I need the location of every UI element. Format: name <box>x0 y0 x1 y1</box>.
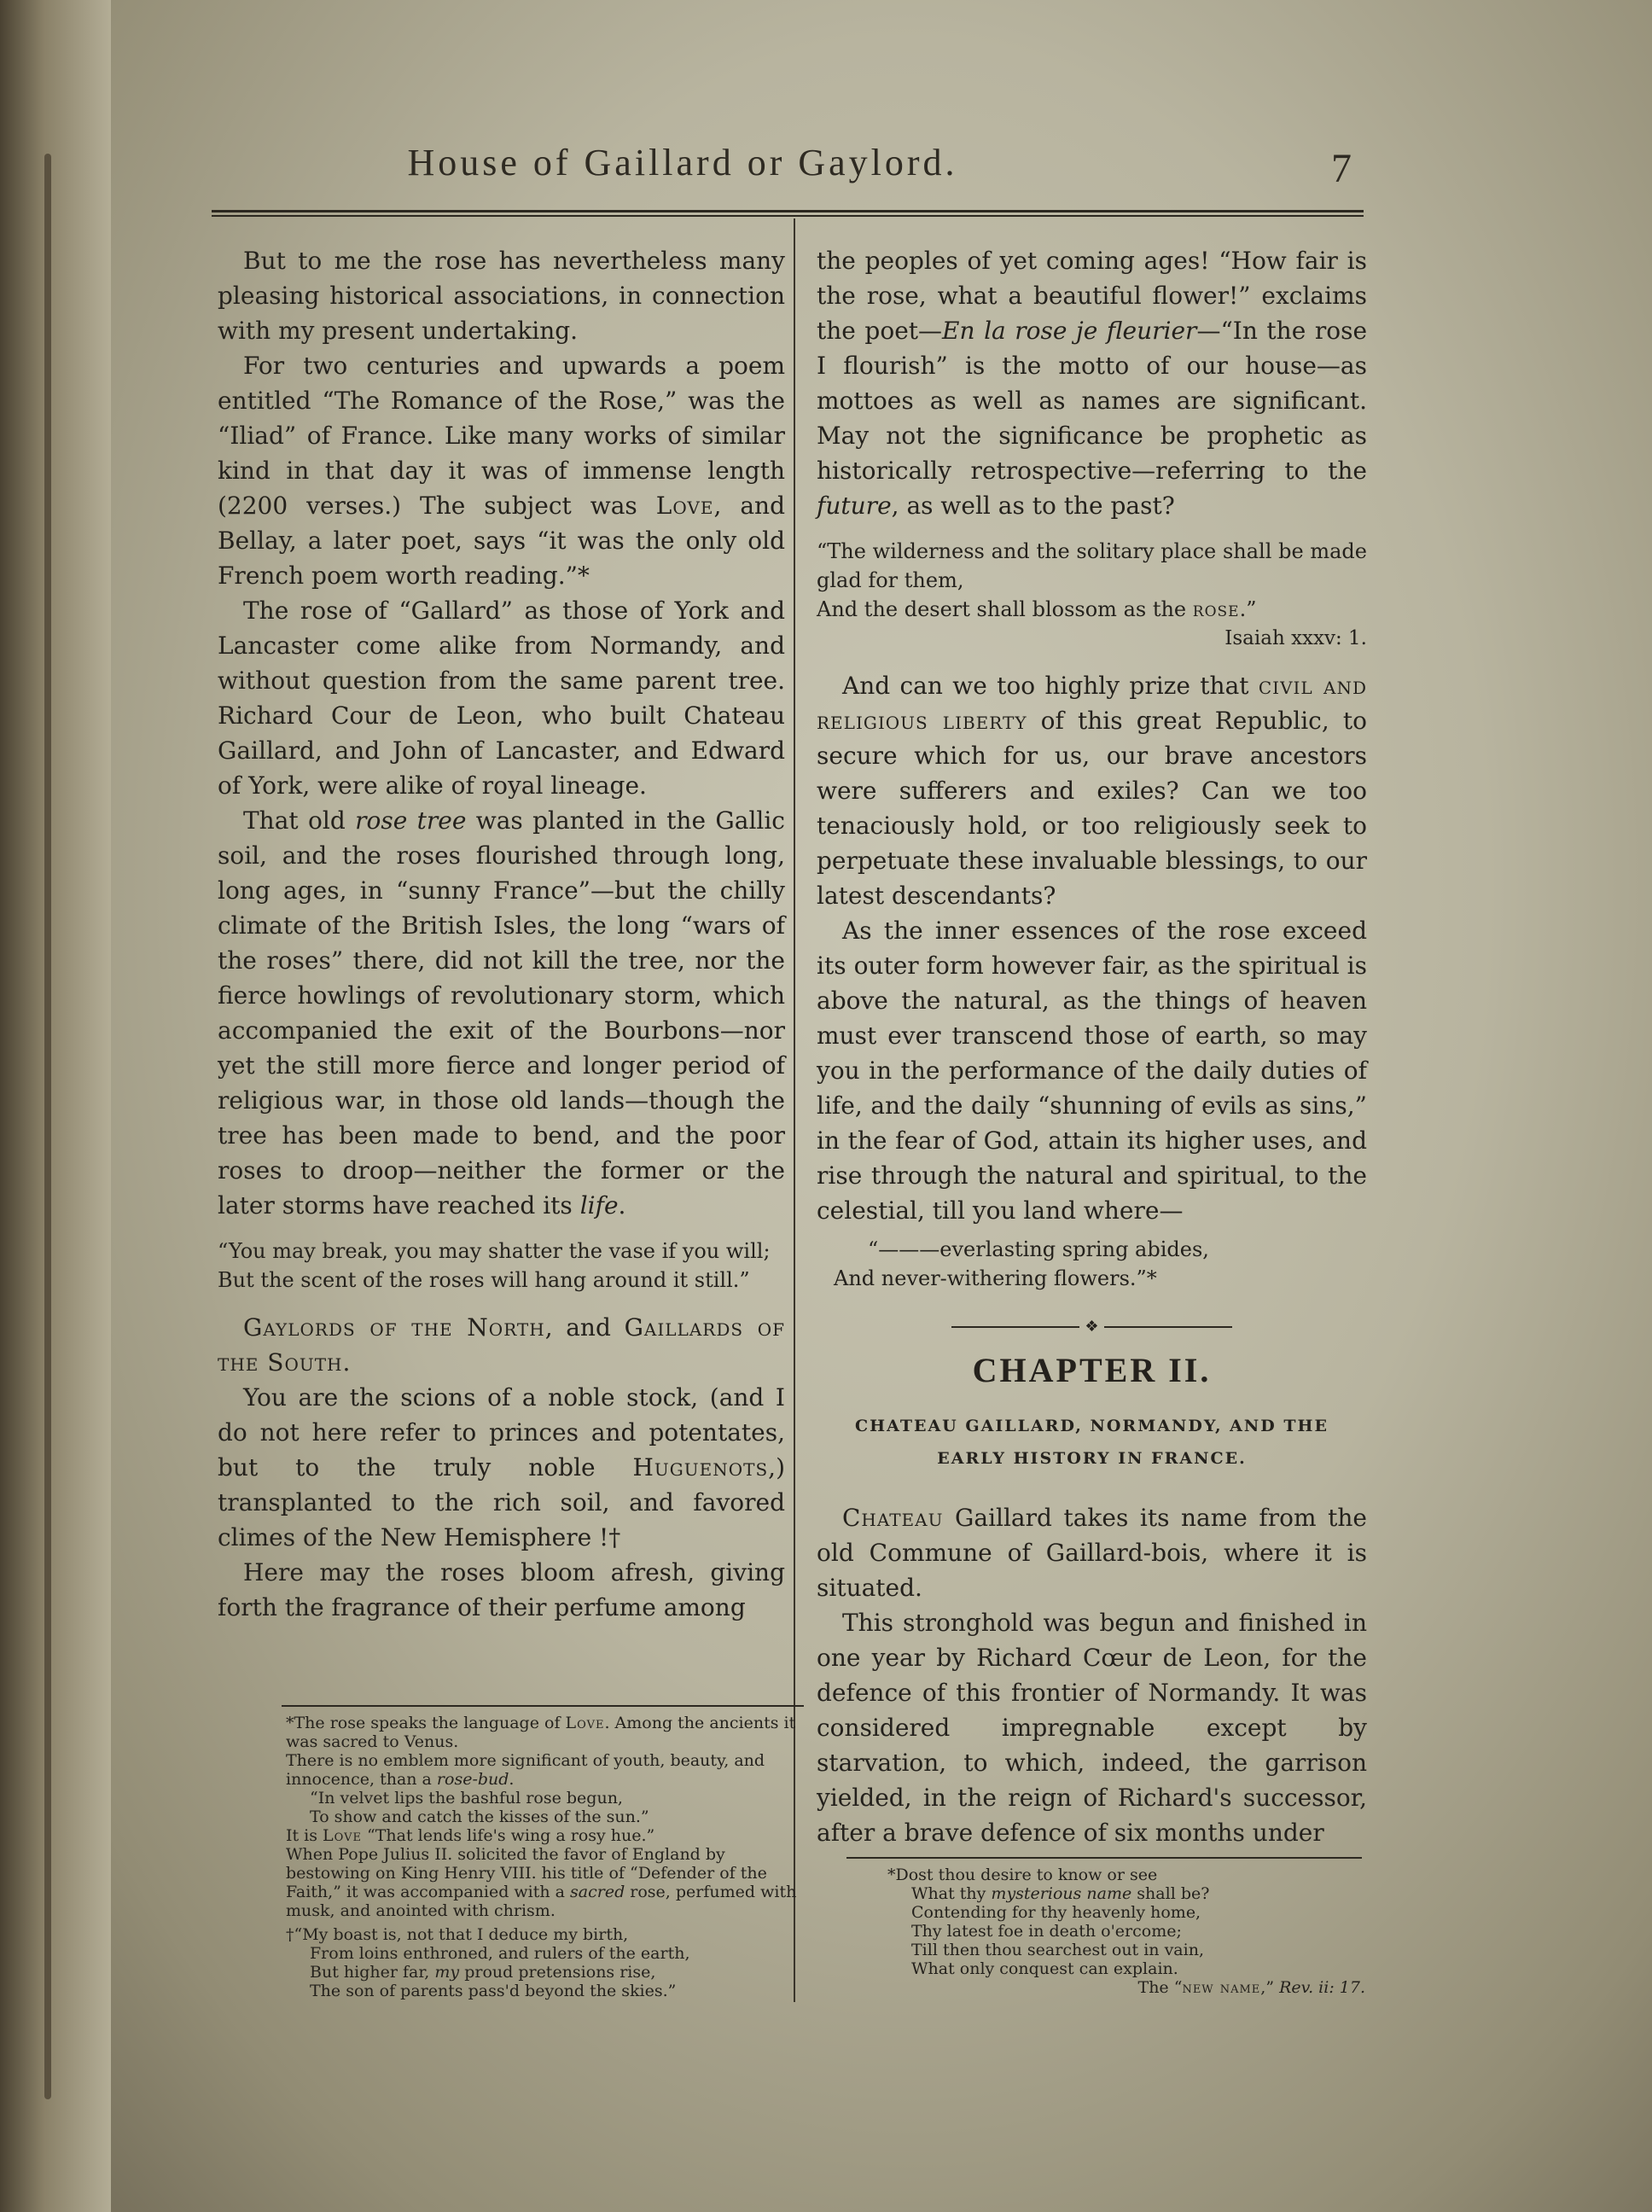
text-run: . <box>618 1191 626 1220</box>
text-run: —“In the rose I flourish” is the motto of our house—as mottoes as well as names are significant. May not the significance be prophetic as historically retrospective—referring to the <box>817 317 1368 485</box>
text-run: rose <box>1192 597 1240 621</box>
text-run: rose-bud <box>436 1770 509 1789</box>
text-run: , and Bellay, a later poet, says “it was the only old French poem worth reading.”* <box>218 492 785 590</box>
section-heading <box>218 1310 785 1380</box>
footnote-line: From loins enthroned, and rulers of the earth, <box>310 1944 690 1963</box>
verse-quote <box>817 1235 1367 1293</box>
verse-line: “———everlasting spring abides, <box>868 1237 1209 1261</box>
text-run: civil and religious liberty <box>817 672 1367 735</box>
paragraph: But to me the rose has nevertheless many pleasing historical associations, in connection with my present undertaking. <box>218 247 785 345</box>
paragraph <box>817 668 1367 913</box>
chapter-title: CHAPTER II. <box>972 1351 1212 1389</box>
verse-line: And never-withering flowers.”* <box>834 1266 1157 1290</box>
text-run: . <box>342 1348 351 1377</box>
ornament-glyph: ❖ <box>1085 1318 1099 1336</box>
text-run: “That lends life's wing a rosy hue.” <box>361 1826 655 1845</box>
text-run: ,” <box>1260 1978 1280 1997</box>
text-run: When Pope Julius II. solicited the favor of England by bestowing on King Henry VIII. his title of “Defender of the Faith,” it was accompanied with a <box>286 1845 767 1901</box>
paragraph <box>218 348 785 593</box>
verse-line: “The wilderness and the solitary place shall be made glad for them, <box>817 539 1367 592</box>
footnote-line: To show and catch the kisses of the sun.” <box>310 1807 649 1826</box>
text-run: future <box>817 492 892 520</box>
text-run: . <box>509 1770 515 1789</box>
footnote-line: Till then thou searchest out in vain, <box>911 1941 1204 1959</box>
ornament-bar <box>951 1326 1079 1328</box>
text-run: Love <box>565 1714 605 1732</box>
paragraph <box>218 803 785 1223</box>
chapter-subtitle <box>817 1410 1367 1475</box>
footnotes-right <box>887 1866 1365 1997</box>
text-run: The “ <box>1137 1978 1183 1997</box>
footnote-line <box>286 1826 802 1845</box>
binding-edge <box>44 154 51 2099</box>
text-run: Gaylords of the North <box>243 1313 545 1342</box>
verse-reference: Isaiah xxxv: 1. <box>1224 627 1367 649</box>
text-run: sacred <box>570 1883 625 1901</box>
text-run: Love <box>323 1826 362 1845</box>
header-rule <box>212 210 1364 217</box>
footnote-line: What only conquest can explain. <box>911 1959 1178 1978</box>
chapter-subtitle-line: EARLY HISTORY IN FRANCE. <box>937 1449 1247 1468</box>
text-run: Huguenots <box>632 1453 769 1481</box>
verse-quote <box>218 1237 785 1295</box>
text-run: shall be? <box>1131 1884 1210 1903</box>
paragraph <box>817 1500 1367 1605</box>
ornament-bar <box>1104 1326 1232 1328</box>
text-run: was planted in the Gallic soil, and the roses flourished through long, long ages, in “sunny France”—but the chilly climate of the British Isles, the long “wars of the roses” there, did not kill the tree, nor the fierce howlings of revolutionary storm, which accompanied the exit of the Bourbons—nor yet the still more fierce and longer period of religious war, in those old lands—though the tree has been made to bend, and the poor roses to droop—neither the former or the later storms have reached its <box>218 806 785 1220</box>
text-run: It is <box>286 1826 323 1845</box>
text-run: the peoples of yet coming ages! “How fair is the rose, what a beautiful flower!” exclaims the poet— <box>817 247 1367 345</box>
footnote-signature <box>887 1978 1365 1997</box>
paragraph: Here may the roses bloom afresh, giving forth the fragrance of their perfume among <box>218 1558 785 1621</box>
paragraph: The rose of “Gallard” as those of York and Lancaster come alike from Normandy, and without question from the same parent tree. Richard Cour de Leon, who built Chateau Gaillard, and John of Lancaster, and Edward of York, were alike of royal lineage. <box>218 597 785 800</box>
footnote-line <box>887 1884 1365 1903</box>
footnote-line: The son of parents pass'd beyond the skies.” <box>310 1982 677 2000</box>
text-run: Gaillards of the South <box>218 1313 786 1377</box>
footnote-line: “In velvet lips the bashful rose begun, <box>310 1789 623 1807</box>
footnote-line <box>286 1963 802 1982</box>
text-run: That old <box>243 806 356 835</box>
text-run: *The rose speaks the language of <box>286 1714 566 1732</box>
text-run: life <box>579 1191 619 1220</box>
text-run: And can we too highly prize that <box>842 672 1259 700</box>
text-run: For two centuries and upwards a poem entitled “The Romance of the Rose,” was the “Iliad” of France. Like many works of similar kind in that day it was of immense length (2200 verses.) The subject was <box>218 352 785 520</box>
footnote-line: *Dost thou desire to know or see <box>887 1866 1158 1884</box>
verse-quote <box>817 537 1367 653</box>
text-run: Chateau <box>842 1504 944 1532</box>
text-run: , and <box>544 1313 625 1342</box>
text-run: . Among the ancients it was sacred to Venus. <box>286 1714 796 1751</box>
text-run: rose tree <box>355 806 467 835</box>
verse-line: “You may break, you may shatter the vase if you will; <box>218 1239 771 1263</box>
paragraph: This stronghold was begun and finished in one year by Richard Cœur de Leon, for the defence of this frontier of Normandy. It was considered impregnable except by starvation, to which, indeed, the garrison yielded, in the reign of Richard's successor, after a brave defence of six months under <box>817 1609 1367 1847</box>
running-title: House of Gaillard or Gaylord. <box>407 142 958 183</box>
text-run: rose, perfumed with musk, and anointed with chrism. <box>286 1883 797 1920</box>
right-column <box>817 243 1367 1850</box>
text-run: You are the scions of a noble stock, (and I do not here refer to princes and potentates, but to the truly noble <box>218 1383 785 1481</box>
text-run: En la rose je fleurier <box>942 317 1197 345</box>
text-run: Rev. ii: 17. <box>1279 1978 1365 1997</box>
paragraph: As the inner essences of the rose exceed its outer form however fair, as the spiritual is above the natural, as the things of heaven must ever transcend those of earth, so may you in the performance of the daily duties of life, and the daily “shunning of evils as sins,” in the fear of God, attain its higher uses, and rise through the natural and spiritual, to the celestial, till you land where— <box>817 917 1367 1225</box>
footnote-line: Contending for thy heavenly home, <box>911 1903 1201 1922</box>
text-run: my <box>434 1963 460 1982</box>
paragraph <box>817 243 1367 523</box>
footnote-line <box>286 1751 802 1789</box>
text-run: But higher far, <box>310 1963 435 1982</box>
text-run: What thy <box>911 1884 992 1903</box>
text-run: ,) transplanted to the rich soil, and favored climes of the New Hemisphere !† <box>218 1453 785 1551</box>
page-number: 7 <box>1331 146 1352 191</box>
verse-line: But the scent of the roses will hang around it still.” <box>218 1268 750 1292</box>
text-run: Gaillard takes its name from the old Commune of Gaillard-bois, where it is situated. <box>817 1504 1367 1602</box>
left-column <box>218 243 785 1625</box>
verse-line <box>817 595 1367 624</box>
text-run: .” <box>1239 597 1257 621</box>
text-run: Love <box>655 492 714 520</box>
footnote-line <box>286 1714 802 1751</box>
footnote-line <box>286 1845 802 1920</box>
text-run: of this great Republic, to secure which for us, our brave ancestors were sufferers and exiles? Can we too tenaciously hold, or too religiously seek to perpetuate these invaluable blessings, to our latest descendants? <box>817 707 1367 910</box>
text-run: There is no emblem more significant of youth, beauty, and innocence, than a <box>286 1751 765 1789</box>
footnote-line: Thy latest foe in death o'ercome; <box>911 1922 1182 1941</box>
text-run: proud pretensions rise, <box>459 1963 656 1982</box>
text-run: mysterious name <box>991 1884 1132 1903</box>
text-run: new name <box>1182 1978 1261 1997</box>
footnote-rule <box>282 1705 804 1707</box>
paragraph <box>218 1380 785 1555</box>
footnotes-left <box>286 1714 802 2000</box>
footnote-line: †“My boast is, not that I deduce my birth, <box>286 1925 629 1944</box>
book-spine <box>0 0 111 2212</box>
footnote-rule <box>846 1857 1362 1859</box>
section-ornament <box>817 1318 1367 1336</box>
text-run: , as well as to the past? <box>891 492 1175 520</box>
chapter-subtitle-line: CHATEAU GAILLARD, NORMANDY, AND THE <box>855 1417 1329 1435</box>
text-run: And the desert shall blossom as the <box>817 597 1193 621</box>
